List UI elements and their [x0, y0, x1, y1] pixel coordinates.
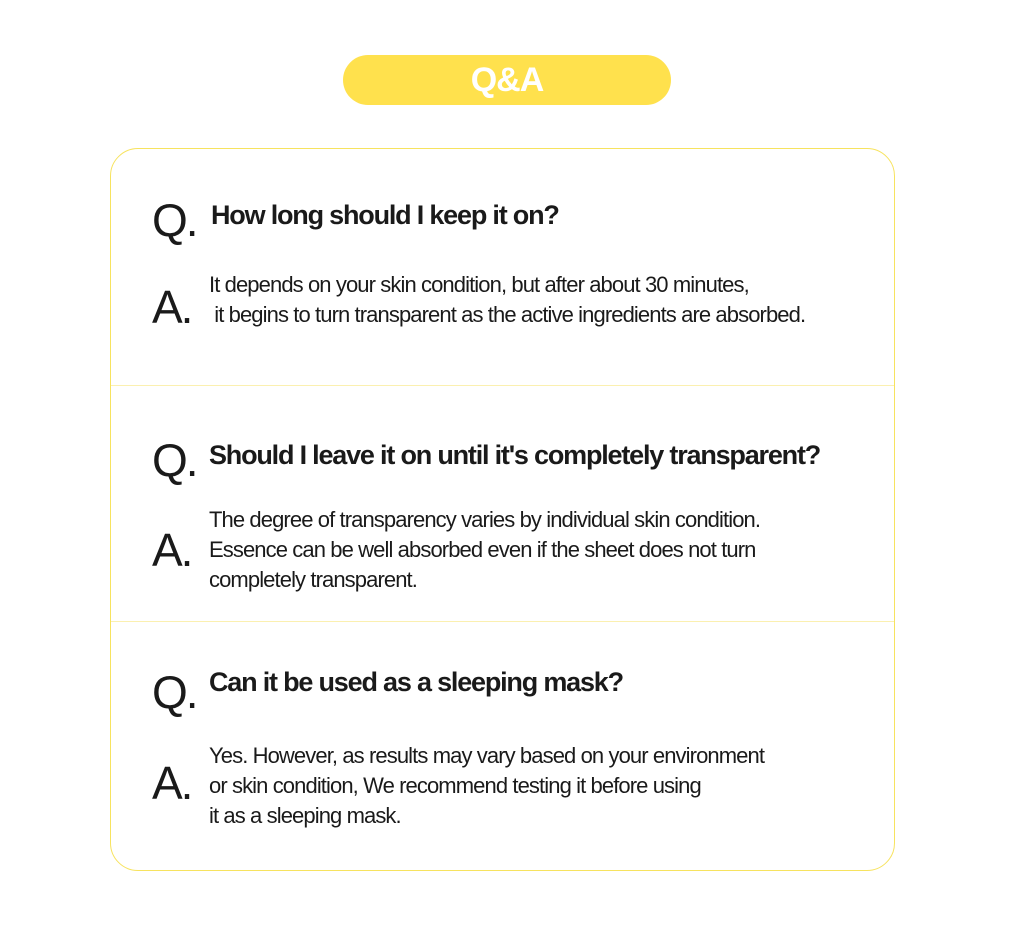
- question-text-2: Should I leave it on until it's completely transparent?: [209, 440, 821, 470]
- answer-2-line-1: The degree of transparency varies by individual skin condition.: [209, 507, 761, 532]
- question-mark-1: Q.: [152, 194, 197, 246]
- answer-mark-2: A.: [152, 524, 192, 576]
- question-mark-3: Q.: [152, 666, 197, 718]
- qa-title-badge: [343, 55, 671, 105]
- answer-text-1: [209, 270, 805, 330]
- answer-3-line-1: Yes. However, as results may vary based on your environment: [209, 743, 765, 768]
- answer-text-2: [209, 505, 760, 595]
- qa-divider-2: [111, 621, 894, 622]
- answer-mark-1: A.: [152, 281, 192, 333]
- answer-text-3: [209, 741, 764, 831]
- answer-mark-3: A.: [152, 757, 192, 809]
- question-text-1: How long should I keep it on?: [211, 200, 559, 230]
- answer-1-line-2: it begins to turn transparent as the active ingredients are absorbed.: [209, 302, 806, 327]
- qa-card: [110, 148, 895, 871]
- question-mark-2: Q.: [152, 434, 197, 486]
- answer-1-line-1: It depends on your skin condition, but after about 30 minutes,: [209, 272, 749, 297]
- page-title: Q&A: [470, 60, 544, 99]
- answer-2-line-2: Essence can be well absorbed even if the sheet does not turn: [209, 537, 756, 562]
- answer-3-line-3: it as a sleeping mask.: [209, 803, 401, 828]
- question-text-3: Can it be used as a sleeping mask?: [209, 667, 623, 697]
- answer-2-line-3: completely transparent.: [209, 567, 417, 592]
- qa-divider-1: [111, 385, 894, 386]
- answer-3-line-2: or skin condition, We recommend testing it before using: [209, 773, 701, 798]
